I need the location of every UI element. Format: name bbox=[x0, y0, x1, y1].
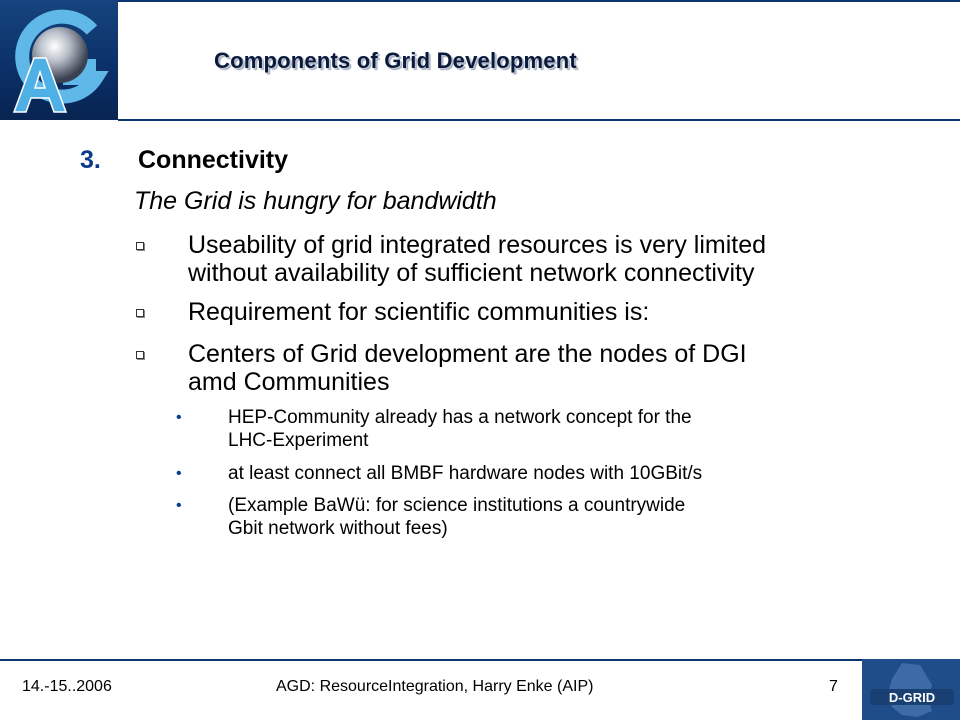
footer-date: 14.-15..2006 bbox=[22, 678, 112, 695]
square-bullet-icon bbox=[136, 351, 144, 359]
subbullet-text: at least connect all BMBF hardware nodes with 10GBit/s bbox=[228, 463, 703, 484]
slide-title: Components of Grid Development bbox=[214, 48, 577, 73]
germany-map-icon bbox=[862, 659, 960, 720]
d-grid-logo bbox=[862, 659, 960, 720]
subbullet-text: LHC-Experiment bbox=[228, 430, 369, 451]
section-title: Connectivity bbox=[138, 146, 289, 174]
dot-bullet-icon: • bbox=[176, 465, 182, 482]
footer-divider bbox=[0, 659, 862, 661]
bullet-text: Useability of grid integrated resources is very limited bbox=[188, 231, 767, 259]
dot-bullet-icon: • bbox=[176, 409, 182, 426]
globe-icon bbox=[0, 0, 118, 120]
dot-bullet-icon: • bbox=[176, 497, 182, 514]
square-bullet-icon bbox=[136, 309, 144, 317]
footer-author: AGD: ResourceIntegration, Harry Enke (AIP) bbox=[276, 678, 594, 695]
top-divider bbox=[118, 0, 960, 2]
page-number: 7 bbox=[829, 678, 838, 695]
ag-logo bbox=[0, 0, 118, 120]
subbullet-text: HEP-Community already has a network concept for the bbox=[228, 407, 692, 428]
bullet-text: without availability of sufficient network connectivity bbox=[188, 259, 755, 287]
title-divider bbox=[118, 119, 960, 121]
section-subtitle: The Grid is hungry for bandwidth bbox=[134, 187, 497, 215]
subbullet-text: Gbit network without fees) bbox=[228, 518, 448, 539]
section-heading bbox=[80, 146, 288, 175]
bullet-text: amd Communities bbox=[188, 368, 390, 396]
square-bullet-icon bbox=[136, 242, 144, 250]
section-number: 3. bbox=[80, 146, 101, 174]
bullet-text: Centers of Grid development are the nodes of DGI bbox=[188, 340, 747, 368]
d-grid-logo-text: D-GRID bbox=[888, 690, 936, 705]
subbullet-text: (Example BaWü: for science institutions a countrywide bbox=[228, 495, 686, 516]
bullet-text: Requirement for scientific communities is: bbox=[188, 298, 650, 326]
